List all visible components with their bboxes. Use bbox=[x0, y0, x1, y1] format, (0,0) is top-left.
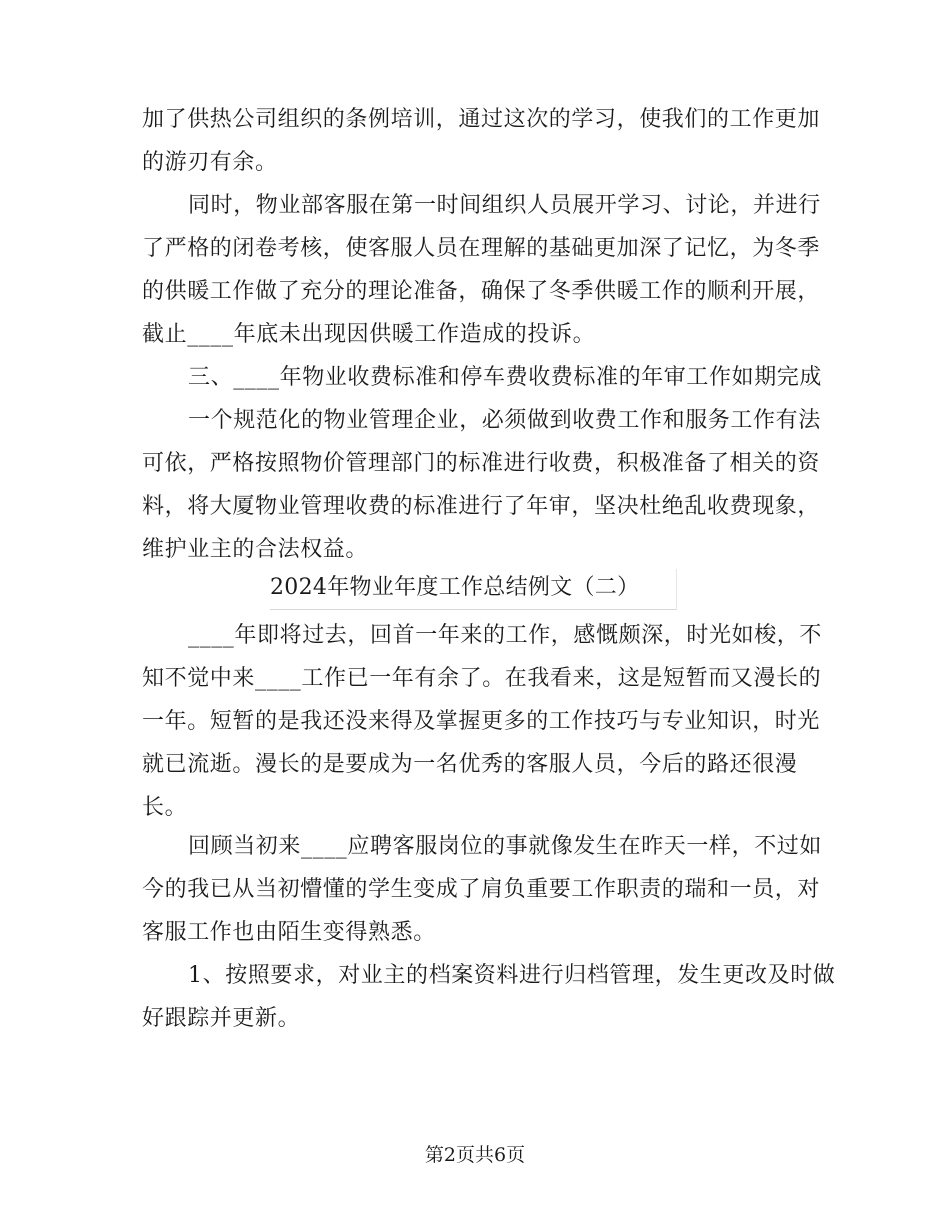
page-number-footer: 第2页共6页 bbox=[424, 1144, 526, 1166]
text-line: 一个规范化的物业管理企业，必须做到收费工作和服务工作有法 bbox=[188, 408, 821, 433]
text-line: 一年。短暂的是我还没来得及掌握更多的工作技巧与专业知识，时光 bbox=[142, 709, 821, 734]
document-title: 2024年物业年度工作总结例文（二） bbox=[270, 569, 677, 610]
text-line: 回顾当初来____应聘客服岗位的事就像发生在昨天一样，不过如 bbox=[188, 834, 823, 859]
text-line: 料，将大厦物业管理收费的标准进行了年审，坚决杜绝乱收费现象， bbox=[142, 494, 821, 519]
text-line: 好跟踪并更新。 bbox=[142, 1006, 301, 1031]
text-line: 1、按照要求，对业主的档案资料进行归档管理，发生更改及时做 bbox=[188, 963, 836, 988]
text-line: 加了供热公司组织的条例培训，通过这次的学习，使我们的工作更加 bbox=[142, 107, 821, 132]
text-line: 长。 bbox=[142, 795, 188, 820]
text-line: 截止____年底未出现因供暖工作造成的投诉。 bbox=[142, 322, 596, 347]
text-line: 的供暖工作做了充分的理论准备，确保了冬季供暖工作的顺利开展， bbox=[142, 279, 821, 304]
text-line: 客服工作也由陌生变得熟悉。 bbox=[142, 920, 436, 945]
text-line: 维护业主的合法权益。 bbox=[142, 537, 369, 562]
text-line: 今的我已从当初懵懂的学生变成了肩负重要工作职责的瑞和一员，对 bbox=[142, 877, 821, 902]
text-line: 了严格的闭卷考核，使客服人员在理解的基础更加深了记忆，为冬季 bbox=[142, 236, 821, 261]
section-heading: 三、____年物业收费标准和停车费收费标准的年审工作如期完成 bbox=[188, 365, 823, 390]
text-line: ____年即将过去，回首一年来的工作，感慨颇深，时光如梭，不 bbox=[188, 623, 823, 648]
text-line: 可依，严格按照物价管理部门的标准进行收费，积极准备了相关的资 bbox=[142, 451, 821, 476]
text-line: 知不觉中来____工作已一年有余了。在我看来，这是短暂而又漫长的 bbox=[142, 666, 822, 691]
text-line: 的游刃有余。 bbox=[142, 150, 278, 175]
text-line: 同时，物业部客服在第一时间组织人员展开学习、讨论，并进行 bbox=[188, 193, 821, 218]
text-line: 就已流逝。漫长的是要成为一名优秀的客服人员，今后的路还很漫 bbox=[142, 752, 798, 777]
